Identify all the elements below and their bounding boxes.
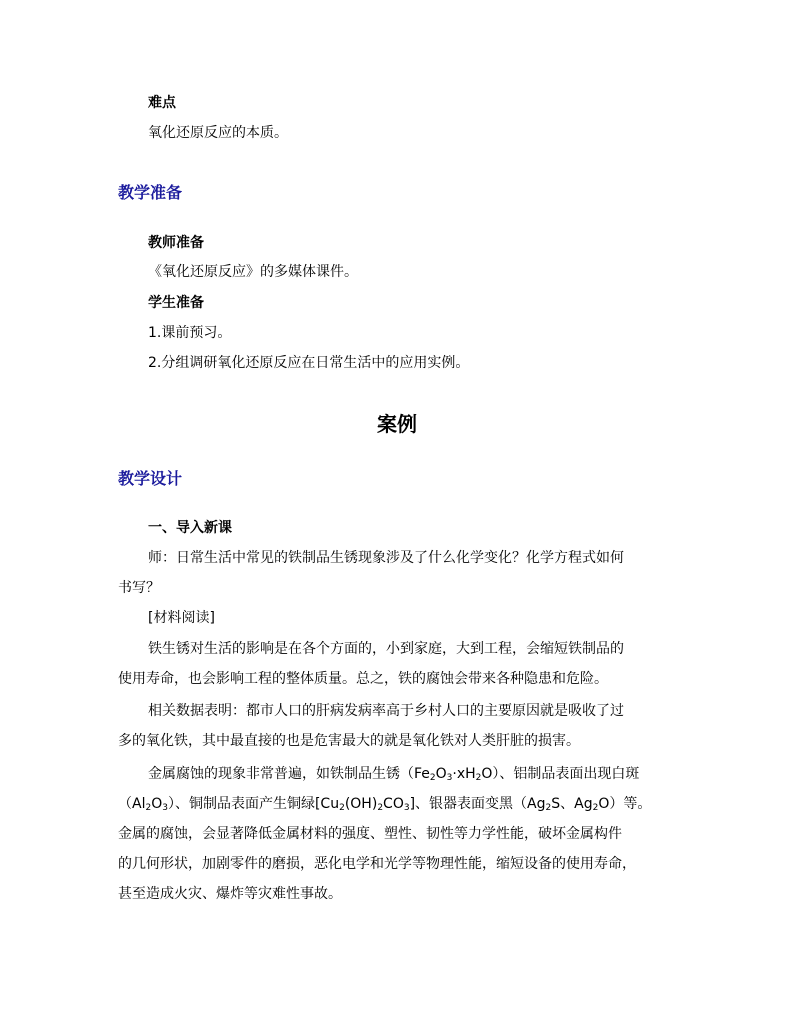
difficulty-heading: 难点 [148, 95, 176, 111]
student-prep-item-2: 2.分组调研氧化还原反应在日常生活中的应用实例。 [148, 355, 470, 371]
teacher-prep-heading: 教师准备 [148, 235, 204, 251]
teacher-question-line-1: 师：日常生活中常见的铁制品生锈现象涉及了什么化学变化？化学方程式如何 [148, 550, 624, 566]
paragraph-2-line-2: 多的氧化铁，其中最直接的也是危害最大的就是氧化铁对人类肝脏的损害。 [118, 733, 580, 749]
prep-heading: 教学准备 [118, 183, 183, 202]
design-heading: 教学设计 [118, 469, 183, 488]
reading-label: [材料阅读] [148, 610, 215, 626]
student-prep-item-1: 1.课前预习。 [148, 325, 232, 341]
case-title: 案例 [377, 412, 417, 436]
paragraph-3-line-2: $(Al_2O_3)$、铜制品表面产生铜绿$[Cu_2(OH)_2CO_3]$、银器表面变黑（$Ag_2S$、$Ag_2O$）等。 [118, 796, 652, 813]
student-prep-heading: 学生准备 [148, 295, 204, 311]
teacher-question-line-2: 书写？ [118, 580, 160, 596]
paragraph-3-line-4: 的几何形状，加剧零件的磨损，恶化电学和光学等物理性能，缩短设备的使用寿命， [118, 856, 636, 872]
paragraph-2-line-1: 相关数据表明：都市人口的肝病发病率高于乡村人口的主要原因就是吸收了过 [148, 703, 624, 719]
paragraph-1-line-2: 使用寿命，也会影响工程的整体质量。总之，铁的腐蚀会带来各种隐患和危险。 [118, 671, 608, 687]
paragraph-3-line-5: 甚至造成火灾、爆炸等灾难性事故。 [118, 886, 342, 902]
section-heading: 一、导入新课 [148, 520, 232, 536]
difficulty-text: 氧化还原反应的本质。 [148, 125, 288, 141]
paragraph-3-line-3: 金属的腐蚀，会显著降低金属材料的强度、塑性、韧性等力学性能，破坏金属构件 [118, 826, 622, 842]
paragraph-1-line-1: 铁生锈对生活的影响是在各个方面的，小到家庭，大到工程，会缩短铁制品的 [148, 641, 624, 657]
paragraph-3-line-1: 金属腐蚀的现象非常普遍，如铁制品生锈$(Fe_2O_3\cdot xH_2O)$、铝制品表面出现白斑 [148, 766, 640, 783]
teacher-prep-text: 《氧化还原反应》的多媒体课件。 [148, 264, 358, 280]
